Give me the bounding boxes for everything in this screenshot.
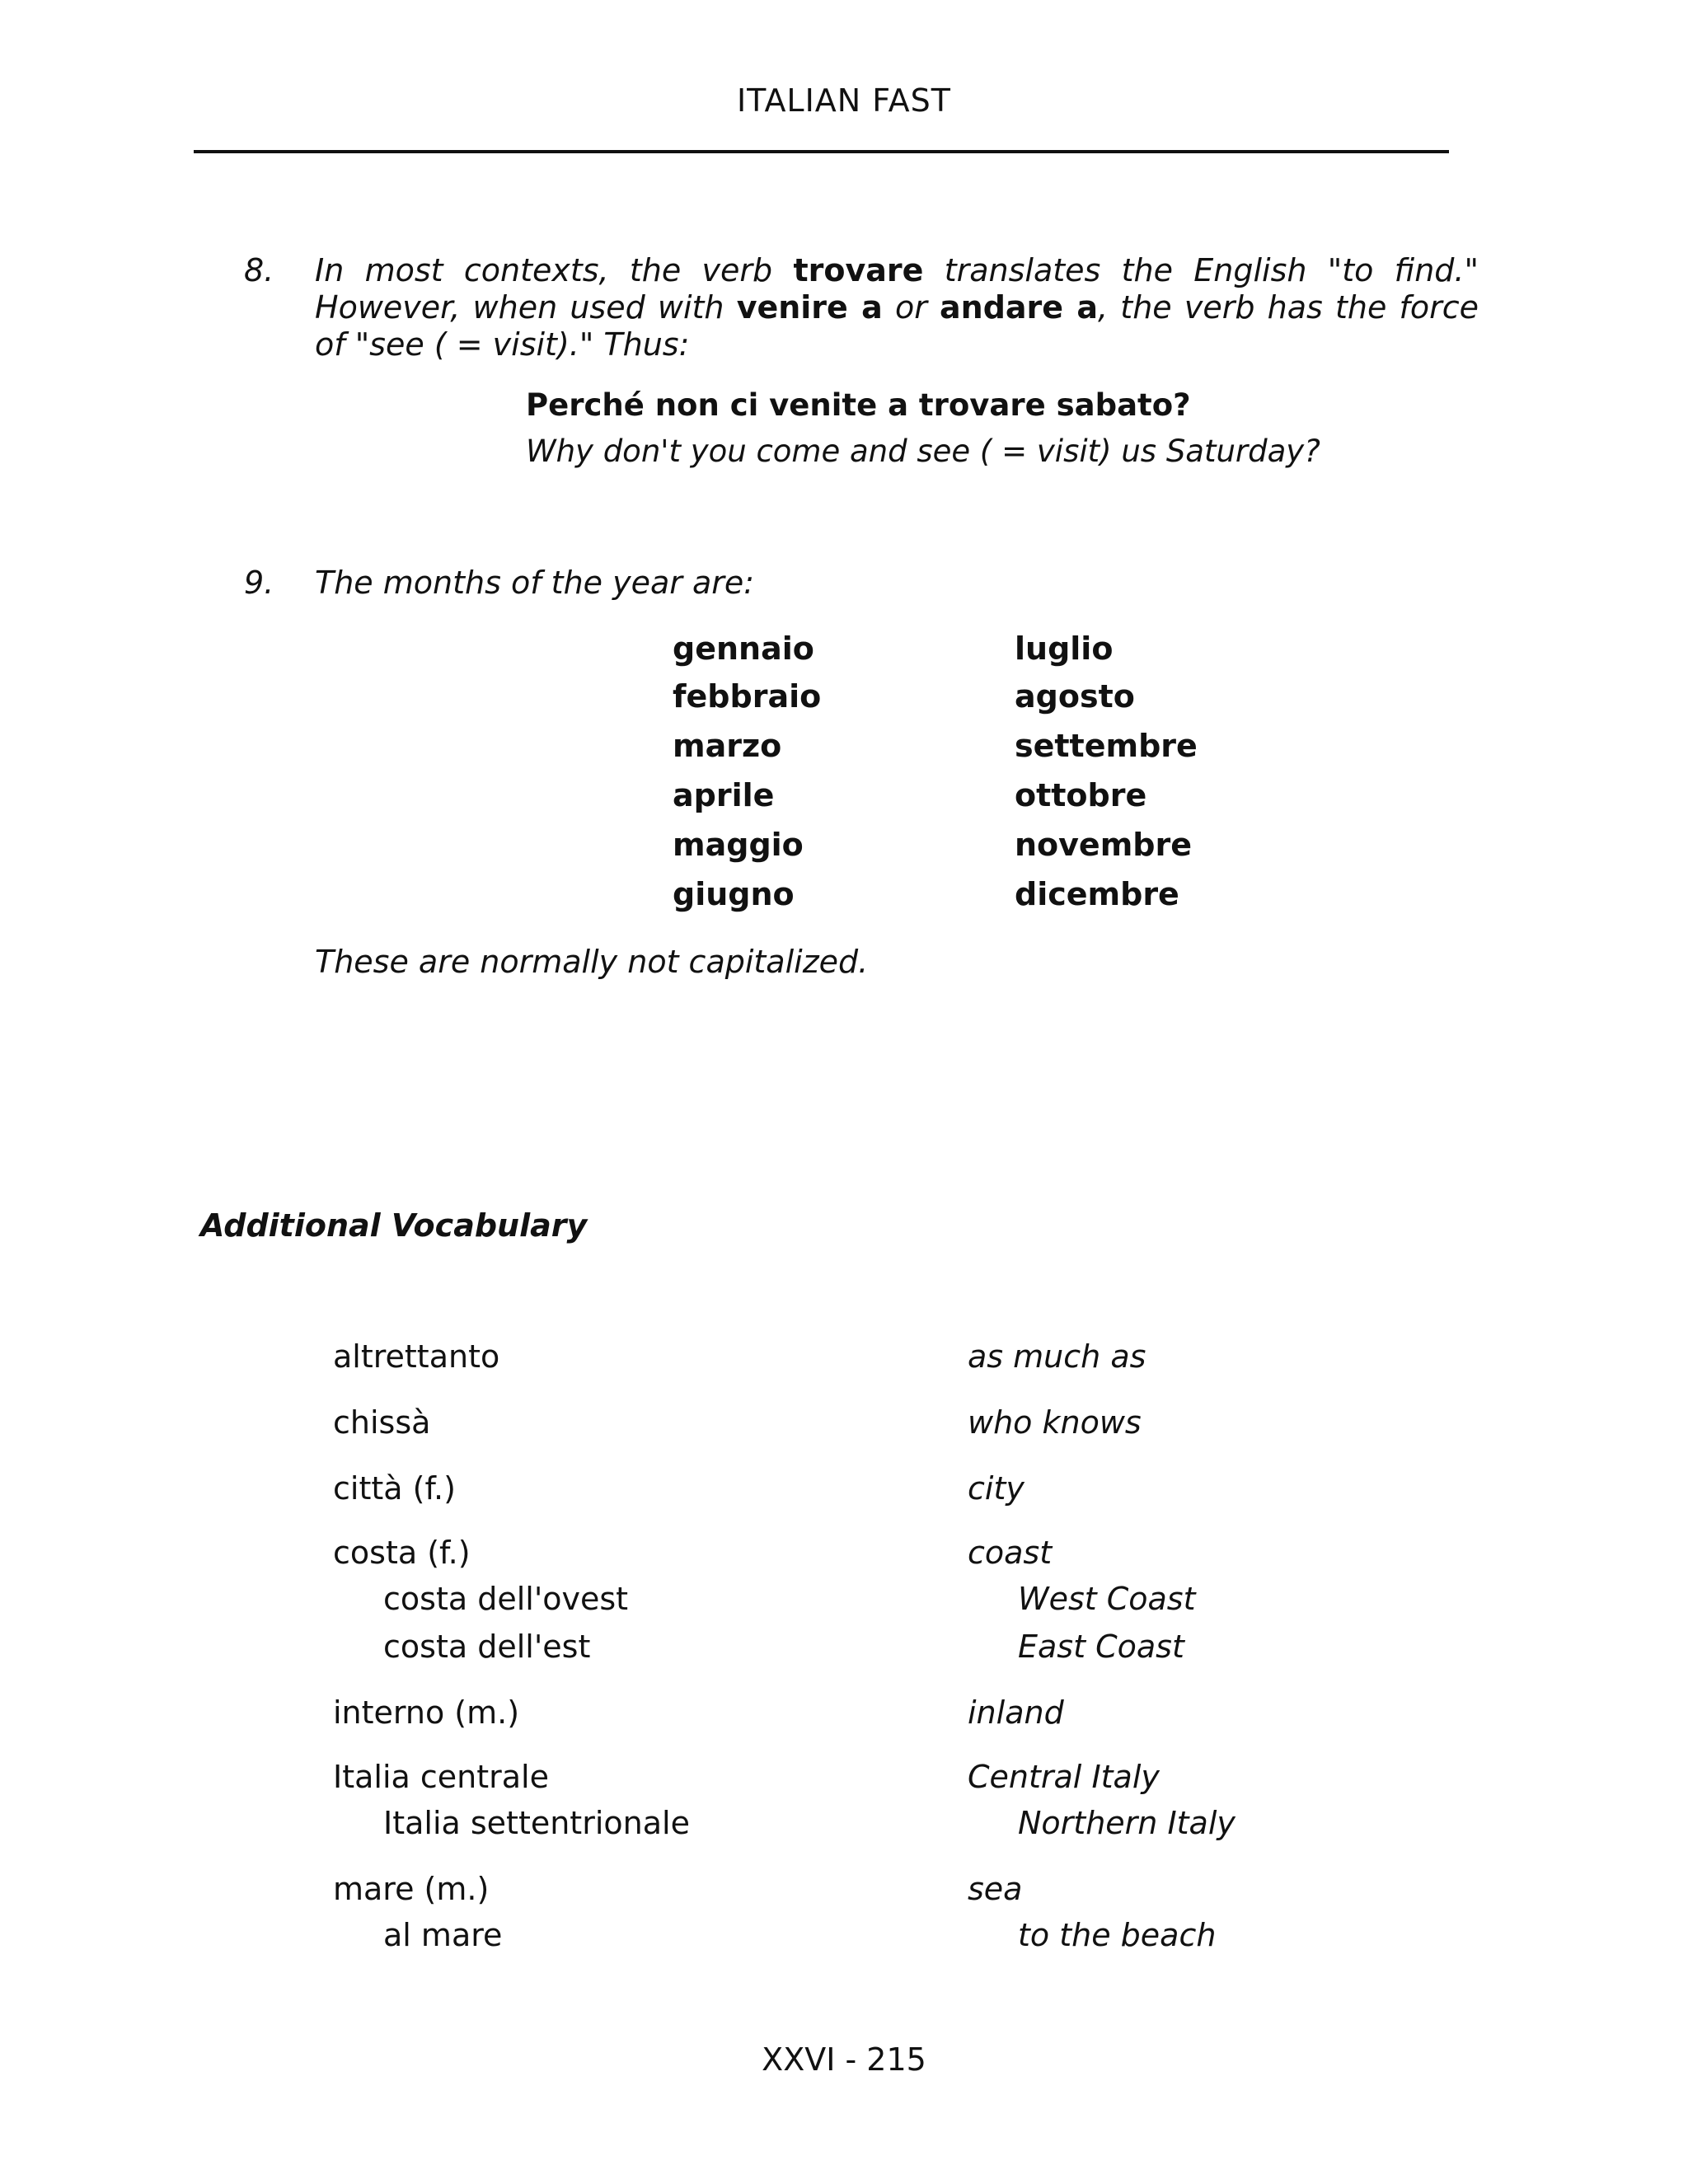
vocab-english-sub: Northern Italy	[1018, 1805, 1236, 1841]
month-ottobre: ottobre	[1015, 777, 1147, 813]
vocab-italian: città (f.)	[333, 1470, 456, 1507]
vocab-english-sub: West Coast	[1018, 1581, 1196, 1617]
vocab-italian: costa (f.)	[333, 1535, 471, 1571]
page-number: XXVI - 215	[762, 2041, 926, 2078]
month-aprile: aprile	[673, 777, 775, 813]
header-rule	[194, 150, 1449, 153]
month-giugno: giugno	[673, 876, 795, 912]
vocabulary-heading: Additional Vocabulary	[200, 1207, 588, 1244]
para-text: or	[882, 289, 940, 326]
months-note: These are normally not capitalized.	[315, 944, 869, 980]
example-english: Why don't you come and see ( = visit) us Saturday?	[526, 434, 1320, 469]
month-maggio: maggio	[673, 827, 804, 863]
item-number-8: 8.	[244, 252, 274, 288]
month-settembre: settembre	[1015, 728, 1198, 764]
para-text: , the verb has the force of "see ( = visit)." Thus:	[315, 289, 1479, 363]
item-number-9: 9.	[244, 565, 274, 601]
month-febbraio: febbraio	[673, 678, 822, 715]
vocab-english: as much as	[968, 1338, 1146, 1375]
term-trovare: trovare	[793, 252, 924, 288]
term-venire-a: venire a	[736, 289, 883, 326]
vocab-italian: chissà	[333, 1404, 431, 1441]
vocab-english: who knows	[968, 1404, 1142, 1441]
vocab-english: city	[968, 1470, 1025, 1507]
month-dicembre: dicembre	[1015, 876, 1179, 912]
vocab-italian: altrettanto	[333, 1338, 500, 1375]
vocab-italian-sub: costa dell'est	[383, 1629, 591, 1665]
para-text: In most contexts, the verb	[315, 252, 794, 288]
vocab-italian-sub: al mare	[383, 1917, 503, 1953]
section-8-paragraph	[315, 252, 1479, 363]
term-andare-a: andare a	[940, 289, 1099, 326]
month-gennaio: gennaio	[673, 630, 814, 667]
example-italian: Perché non ci venite a trovare sabato?	[526, 387, 1191, 423]
month-marzo: marzo	[673, 728, 782, 764]
vocab-english: coast	[968, 1535, 1053, 1571]
vocab-english: sea	[968, 1871, 1023, 1907]
vocab-english: inland	[968, 1694, 1064, 1731]
vocab-english: Central Italy	[968, 1759, 1160, 1795]
running-header: ITALIAN FAST	[736, 82, 952, 119]
month-agosto: agosto	[1015, 678, 1135, 715]
vocab-italian-sub: Italia settentrionale	[383, 1805, 690, 1841]
vocab-english-sub: East Coast	[1018, 1629, 1184, 1665]
vocab-italian: mare (m.)	[333, 1871, 490, 1907]
para-text: translates the English "to find." However, when used with	[315, 252, 1479, 326]
month-luglio: luglio	[1015, 630, 1114, 667]
vocab-english-sub: to the beach	[1018, 1917, 1217, 1953]
vocab-italian: interno (m.)	[333, 1694, 520, 1731]
vocab-italian: Italia centrale	[333, 1759, 549, 1795]
months-intro: The months of the year are:	[315, 565, 755, 601]
vocab-italian-sub: costa dell'ovest	[383, 1581, 629, 1617]
month-novembre: novembre	[1015, 827, 1193, 863]
